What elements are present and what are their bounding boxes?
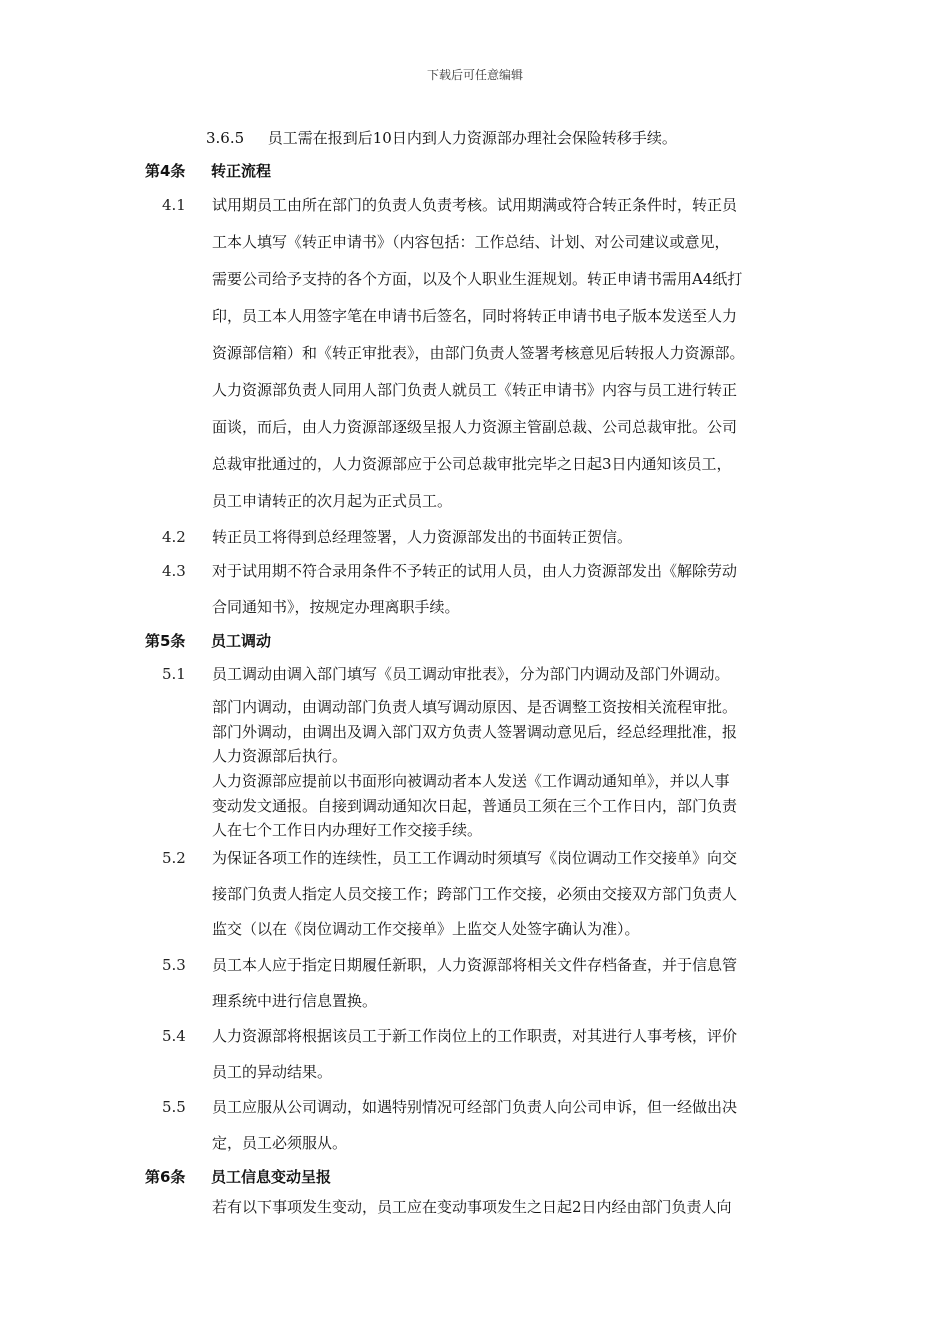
article-title: 员工信息变动呈报 <box>211 1168 332 1186</box>
paragraph-line: 人力资源部负责人同用人部门负责人就员工《转正申请书》内容与员工进行转正 <box>212 381 738 399</box>
paragraph-line: 员工的异动结果。 <box>212 1063 333 1081</box>
paragraph-line: 员工应服从公司调动，如遇特别情况可经部门负责人向公司申诉，但一经做出决 <box>212 1098 738 1116</box>
article-label: 第6条 <box>145 1168 186 1186</box>
paragraph-line: 变动发文通报。自接到调动通知次日起，普通员工须在三个工作日内，部门负责 <box>212 797 738 815</box>
article-title: 转正流程 <box>211 162 272 180</box>
section-number: 5.5 <box>162 1098 186 1116</box>
paragraph-line: 试用期员工由所在部门的负责人负责考核。试用期满或符合转正条件时，转正员 <box>212 196 738 214</box>
section-number: 5.4 <box>162 1027 186 1045</box>
paragraph-line: 面谈，而后，由人力资源部逐级呈报人力资源主管副总裁、公司总裁审批。公司 <box>212 418 738 436</box>
article-6-heading <box>145 1167 332 1187</box>
section-number: 5.3 <box>162 956 186 974</box>
paragraph-line: 总裁审批通过的，人力资源部应于公司总裁审批完毕之日起3日内通知该员工， <box>212 455 732 473</box>
paragraph-line: 人力资源部将根据该员工于新工作岗位上的工作职责，对其进行人事考核，评价 <box>212 1027 738 1045</box>
item-3-6-5 <box>206 128 677 148</box>
paragraph-line: 理系统中进行信息置换。 <box>212 992 378 1010</box>
paragraph-line: 工本人填写《转正申请书》（内容包括：工作总结、计划、对公司建议或意见， <box>212 233 730 251</box>
article-5-heading <box>145 631 272 651</box>
item-text: 员工需在报到后10日内到人力资源部办理社会保险转移手续。 <box>267 129 677 147</box>
paragraph-line: 人在七个工作日内办理好工作交接手续。 <box>212 821 483 839</box>
paragraph-line: 监交（以在《岗位调动工作交接单》上监交人处签字确认为准）。 <box>212 920 640 938</box>
article-label: 第4条 <box>145 162 186 180</box>
paragraph-line: 印，员工本人用签字笔在申请书后签名，同时将转正申请书电子版本发送至人力 <box>212 307 738 325</box>
paragraph-line: 为保证各项工作的连续性，员工工作调动时须填写《岗位调动工作交接单》向交 <box>212 849 738 867</box>
paragraph-line: 部门外调动，由调出及调入部门双方负责人签署调动意见后，经总经理批准，报 <box>212 723 738 741</box>
article-title: 员工调动 <box>211 632 272 650</box>
paragraph-line: 对于试用期不符合录用条件不予转正的试用人员，由人力资源部发出《解除劳动 <box>212 562 738 580</box>
paragraph-line: 资源部信箱）和《转正审批表》，由部门负责人签署考核意见后转报人力资源部。 <box>212 344 745 362</box>
paragraph-line: 合同通知书》，按规定办理离职手续。 <box>212 598 460 616</box>
paragraph-line: 接部门负责人指定人员交接工作；跨部门工作交接，必须由交接双方部门负责人 <box>212 885 738 903</box>
section-number: 4.2 <box>162 528 186 546</box>
item-number: 3.6.5 <box>206 129 245 147</box>
paragraph-line: 员工申请转正的次月起为正式员工。 <box>212 492 453 510</box>
paragraph-line: 员工本人应于指定日期履任新职，人力资源部将相关文件存档备查，并于信息管 <box>212 956 738 974</box>
article-label: 第5条 <box>145 632 186 650</box>
paragraph-line: 需要公司给予支持的各个方面，以及个人职业生涯规划。转正申请书需用A4纸打 <box>212 270 743 288</box>
paragraph-line: 转正员工将得到总经理签署，人力资源部发出的书面转正贺信。 <box>212 528 633 546</box>
paragraph-line: 定，员工必须服从。 <box>212 1134 348 1152</box>
article-4-heading <box>145 161 272 181</box>
paragraph-line: 人力资源部后执行。 <box>212 747 348 765</box>
page-header: 下载后可任意编辑 <box>426 68 523 82</box>
paragraph-line: 员工调动由调入部门填写《员工调动审批表》，分为部门内调动及部门外调动。 <box>212 665 730 683</box>
section-number: 5.2 <box>162 849 186 867</box>
section-number: 5.1 <box>162 665 186 683</box>
paragraph-line: 若有以下事项发生变动，员工应在变动事项发生之日起2日内经由部门负责人向 <box>212 1198 732 1216</box>
section-number: 4.1 <box>162 196 186 214</box>
section-number: 4.3 <box>162 562 186 580</box>
paragraph-line: 人力资源部应提前以书面形向被调动者本人发送《工作调动通知单》，并以人事 <box>212 772 730 790</box>
paragraph-line: 部门内调动，由调动部门负责人填写调动原因、是否调整工资按相关流程审批。 <box>212 698 738 716</box>
